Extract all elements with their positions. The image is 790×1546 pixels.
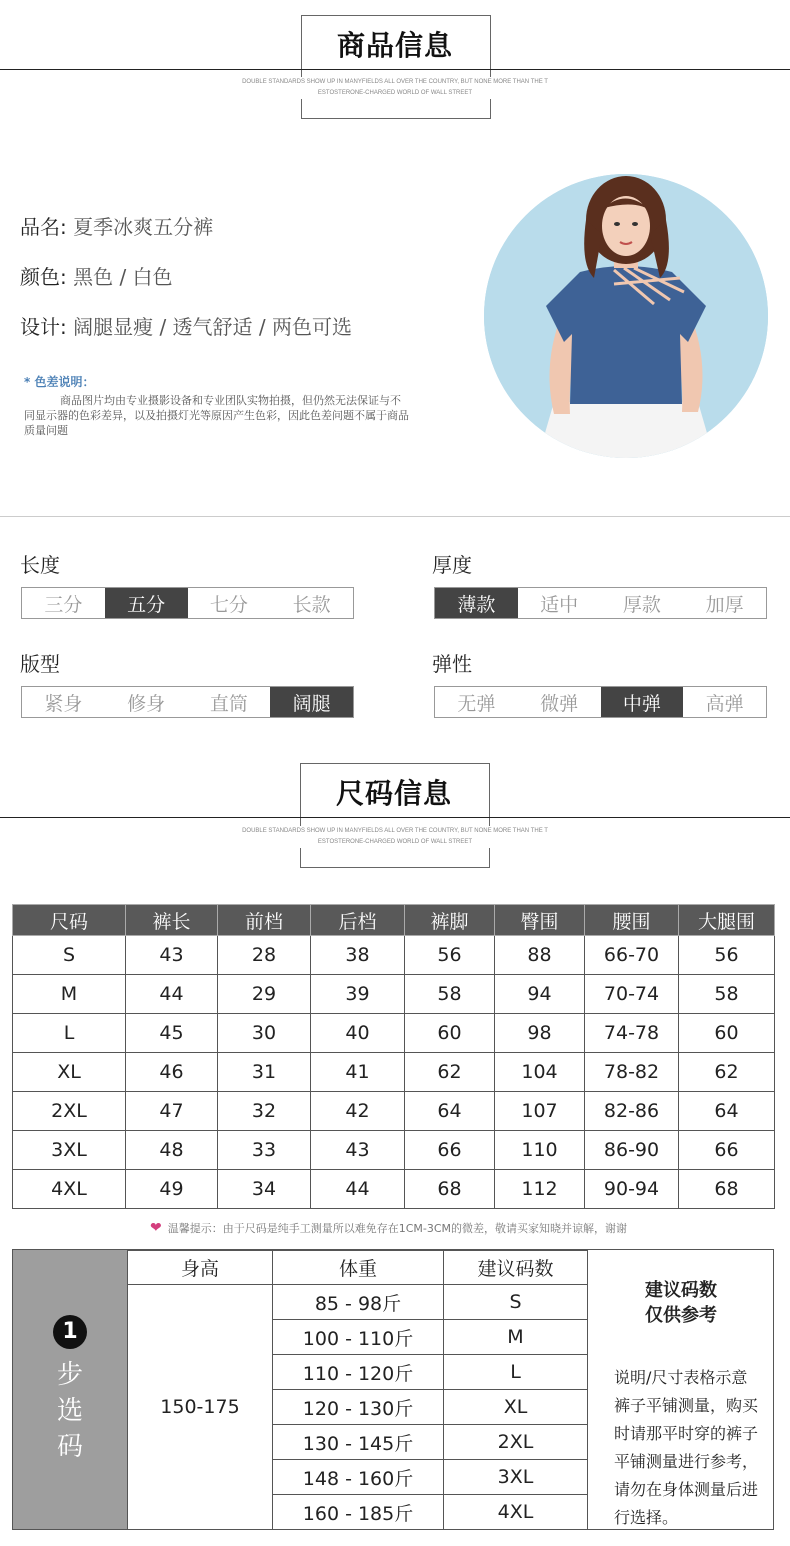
thickness-option[interactable]: 加厚	[683, 588, 766, 618]
size-cell: 3XL	[13, 1131, 126, 1170]
size-cell: 68	[405, 1170, 495, 1209]
product-design-value: 阔腿显瘦 / 透气舒适 / 两色可选	[73, 315, 353, 339]
size-cell: 66	[679, 1131, 775, 1170]
size-cell: 68	[679, 1170, 775, 1209]
rec-col-header: 身高	[128, 1251, 273, 1285]
product-design-row	[20, 311, 352, 340]
rec-height-cell: 150-175	[128, 1285, 273, 1530]
thickness-selector	[434, 587, 767, 619]
size-cell: 43	[311, 1131, 405, 1170]
product-subtitle-line1: DOUBLE STANDARDS SHOW UP IN MANYFIELDS ALL OVER THE COUNTRY, BUT NONE MORE THAN THE T	[242, 79, 548, 85]
color-note-body: 商品图片均由专业摄影设备和专业团队实物拍摄，但仍然无法保证与不同显示器的色彩差异，以及拍摄灯光等原因产生色彩，因此色差问题不属于商品质量问题	[24, 394, 409, 437]
size-cell: S	[13, 936, 126, 975]
product-subtitle-line2: ESTOSTERONE-CHARGED WORLD OF WALL STREET	[317, 90, 473, 96]
rec-size-cell: 2XL	[444, 1425, 588, 1460]
size-col-header: 裤脚	[405, 905, 495, 936]
size-cell: 66	[405, 1131, 495, 1170]
heart-icon: ❤	[150, 1220, 162, 1236]
fit-selector	[21, 686, 354, 718]
size-table-row	[13, 936, 775, 975]
size-cell: 44	[311, 1170, 405, 1209]
rec-weight-cell: 100 - 110斤	[273, 1320, 444, 1355]
size-cell: 58	[679, 975, 775, 1014]
product-color-label: 颜色:	[20, 265, 67, 289]
size-cell: 34	[218, 1170, 311, 1209]
rec-size-cell: S	[444, 1285, 588, 1320]
thickness-option[interactable]: 薄款	[435, 588, 518, 618]
fit-option[interactable]: 阔腿	[270, 687, 353, 717]
size-cell: 88	[495, 936, 585, 975]
size-table-row	[13, 1053, 775, 1092]
size-cell: XL	[13, 1053, 126, 1092]
elasticity-option[interactable]: 无弹	[435, 687, 518, 717]
size-cell: 44	[126, 975, 218, 1014]
size-cell: 39	[311, 975, 405, 1014]
fit-label: 版型	[20, 652, 60, 676]
product-color-value: 黑色 / 白色	[73, 265, 173, 289]
size-cell: 66-70	[585, 936, 679, 975]
size-recommendation	[12, 1249, 774, 1530]
length-option[interactable]: 七分	[188, 588, 271, 618]
rec-table-body	[128, 1285, 588, 1530]
size-cell: 48	[126, 1131, 218, 1170]
size-cell: 33	[218, 1131, 311, 1170]
rec-col-header: 体重	[273, 1251, 444, 1285]
size-cell: 82-86	[585, 1092, 679, 1131]
recommendation-table	[127, 1250, 588, 1530]
size-table	[12, 904, 775, 1209]
size-header-rule	[0, 817, 790, 818]
fit-option[interactable]: 直筒	[188, 687, 271, 717]
elasticity-label: 弹性	[432, 652, 472, 676]
size-table-row	[13, 1092, 775, 1131]
section-divider	[0, 516, 790, 517]
size-cell: 56	[679, 936, 775, 975]
size-cell: 112	[495, 1170, 585, 1209]
size-cell: 2XL	[13, 1092, 126, 1131]
size-cell: 4XL	[13, 1170, 126, 1209]
size-subtitle-line2: ESTOSTERONE-CHARGED WORLD OF WALL STREET	[317, 839, 473, 845]
length-selector	[21, 587, 354, 619]
size-subtitle-line1: DOUBLE STANDARDS SHOW UP IN MANYFIELDS ALL OVER THE COUNTRY, BUT NONE MORE THAN THE T	[242, 828, 548, 834]
step-title: 步选码	[56, 1359, 83, 1462]
length-label: 长度	[20, 553, 60, 577]
rec-size-cell: 3XL	[444, 1460, 588, 1495]
size-table-header-row	[13, 905, 775, 936]
rec-note-body: 说明/尺寸表格示意裤子平铺测量，购买时请那平时穿的裤子平铺测量进行参考，请勿在身体测量后进行选择。	[614, 1368, 759, 1527]
size-cell: 107	[495, 1092, 585, 1131]
tip-text: 温馨提示：由于尺码是纯手工测量所以难免存在1CM-3CM的微差，敬请买家知晓并谅解，谢谢	[167, 1222, 628, 1235]
rec-weight-cell: 148 - 160斤	[273, 1460, 444, 1495]
product-name-label: 品名:	[20, 215, 67, 239]
size-cell: 43	[126, 936, 218, 975]
size-cell: 90-94	[585, 1170, 679, 1209]
size-cell: 58	[405, 975, 495, 1014]
length-option[interactable]: 五分	[105, 588, 188, 618]
size-cell: 42	[311, 1092, 405, 1131]
product-name-value: 夏季冰爽五分裤	[73, 215, 214, 239]
size-col-header: 大腿围	[679, 905, 775, 936]
size-col-header: 后档	[311, 905, 405, 936]
size-cell: 98	[495, 1014, 585, 1053]
color-note-title: * 色差说明：	[24, 375, 95, 389]
length-option[interactable]: 三分	[22, 588, 105, 618]
model-illustration	[484, 174, 768, 458]
rec-note-title-line2: 仅供参考	[645, 1305, 717, 1326]
rec-col-header: 建议码数	[444, 1251, 588, 1285]
step-number-badge: 1	[53, 1315, 87, 1349]
size-col-header: 尺码	[13, 905, 126, 936]
size-cell: 49	[126, 1170, 218, 1209]
elasticity-option[interactable]: 中弹	[601, 687, 684, 717]
size-cell: 74-78	[585, 1014, 679, 1053]
size-cell: 40	[311, 1014, 405, 1053]
rec-weight-cell: 110 - 120斤	[273, 1355, 444, 1390]
size-section-subtitle	[240, 826, 550, 848]
rec-note-title-line1: 建议码数	[645, 1280, 717, 1301]
size-cell: 47	[126, 1092, 218, 1131]
product-section-title: 商品信息	[309, 26, 481, 66]
size-cell: 30	[218, 1014, 311, 1053]
product-header-rule	[0, 69, 790, 70]
model-photo	[484, 174, 768, 458]
size-table-row	[13, 1131, 775, 1170]
size-cell: 56	[405, 936, 495, 975]
rec-header-row	[128, 1251, 588, 1285]
size-cell: 104	[495, 1053, 585, 1092]
size-table-row	[13, 1170, 775, 1209]
product-color-row	[20, 261, 173, 290]
rec-weight-cell: 85 - 98斤	[273, 1285, 444, 1320]
fit-option[interactable]: 紧身	[22, 687, 105, 717]
rec-size-cell: L	[444, 1355, 588, 1390]
thickness-option[interactable]: 适中	[518, 588, 601, 618]
size-cell: 64	[405, 1092, 495, 1131]
size-cell: 38	[311, 936, 405, 975]
thickness-option[interactable]: 厚款	[601, 588, 684, 618]
size-cell: 110	[495, 1131, 585, 1170]
size-cell: L	[13, 1014, 126, 1053]
size-table-body	[13, 936, 775, 1209]
rec-weight-cell: 130 - 145斤	[273, 1425, 444, 1460]
size-cell: 94	[495, 975, 585, 1014]
measurement-tip	[150, 1220, 627, 1236]
size-cell: 45	[126, 1014, 218, 1053]
product-design-label: 设计:	[20, 315, 67, 339]
elasticity-option[interactable]: 高弹	[683, 687, 766, 717]
rec-weight-cell: 160 - 185斤	[273, 1495, 444, 1530]
length-option[interactable]: 长款	[270, 588, 353, 618]
size-col-header: 前档	[218, 905, 311, 936]
elasticity-option[interactable]: 微弹	[518, 687, 601, 717]
rec-table-row	[128, 1285, 588, 1320]
size-cell: 70-74	[585, 975, 679, 1014]
size-cell: 62	[405, 1053, 495, 1092]
rec-size-cell: M	[444, 1320, 588, 1355]
product-section-subtitle	[240, 77, 550, 99]
rec-weight-cell: 120 - 130斤	[273, 1390, 444, 1425]
thickness-label: 厚度	[432, 553, 472, 577]
size-cell: 60	[679, 1014, 775, 1053]
rec-note-title	[588, 1278, 774, 1328]
size-cell: 86-90	[585, 1131, 679, 1170]
size-cell: 64	[679, 1092, 775, 1131]
size-cell: 62	[679, 1053, 775, 1092]
size-col-header: 臀围	[495, 905, 585, 936]
size-cell: 78-82	[585, 1053, 679, 1092]
size-cell: M	[13, 975, 126, 1014]
fit-option[interactable]: 修身	[105, 687, 188, 717]
size-col-header: 腰围	[585, 905, 679, 936]
step-panel	[13, 1250, 127, 1529]
size-cell: 32	[218, 1092, 311, 1131]
rec-size-cell: XL	[444, 1390, 588, 1425]
size-table-row	[13, 1014, 775, 1053]
elasticity-selector	[434, 686, 767, 718]
size-section-title: 尺码信息	[308, 774, 480, 814]
size-cell: 29	[218, 975, 311, 1014]
rec-size-cell: 4XL	[444, 1495, 588, 1530]
size-cell: 28	[218, 936, 311, 975]
recommendation-note	[587, 1250, 773, 1529]
size-cell: 60	[405, 1014, 495, 1053]
size-cell: 31	[218, 1053, 311, 1092]
size-col-header: 裤长	[126, 905, 218, 936]
size-table-row	[13, 975, 775, 1014]
size-cell: 46	[126, 1053, 218, 1092]
size-cell: 41	[311, 1053, 405, 1092]
product-name-row	[20, 211, 213, 240]
